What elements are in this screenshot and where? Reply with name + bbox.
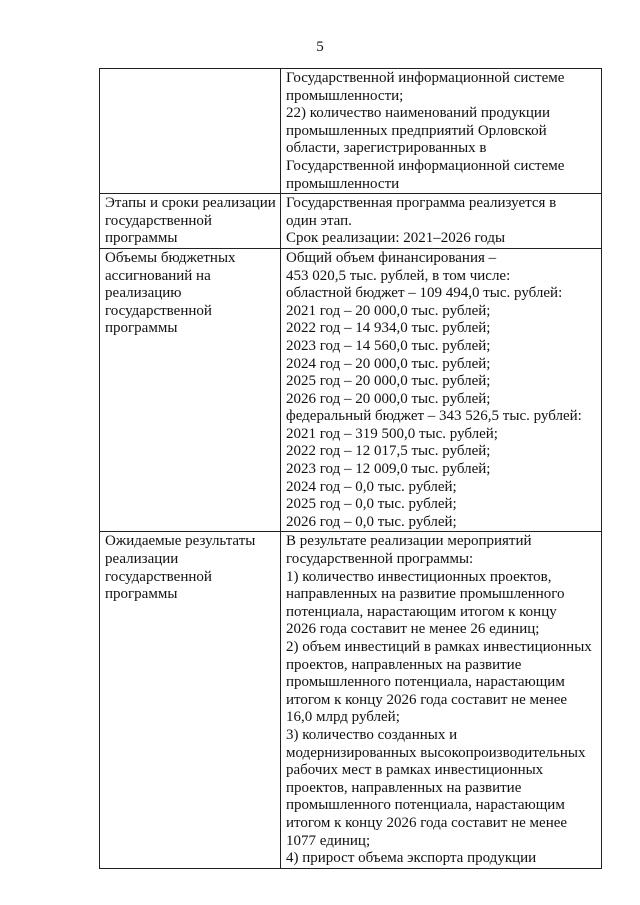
content-line: 2026 года составит не менее 26 единиц; [286, 621, 540, 638]
content-line: Государственная программа реализуется в [286, 195, 557, 212]
content-line: 22) количество наименований продукции [286, 105, 550, 122]
content-line: 1077 единиц; [286, 832, 371, 849]
content-line: 2026 год – 20 000,0 тыс. рублей; [286, 390, 491, 407]
content-line: федеральный бюджет – 343 526,5 тыс. рублей: [286, 408, 582, 425]
content-line: 16,0 млрд рублей; [286, 709, 400, 726]
content-line: 453 020,5 тыс. рублей, в том числе: [286, 267, 511, 284]
content-line: государственной программы: [286, 551, 474, 568]
content-line: областной бюджет – 109 494,0 тыс. рублей: [286, 285, 563, 302]
content-line: промышленного потенциала, нарастающим [286, 674, 565, 691]
content-line: 3) количество созданных и [286, 726, 458, 743]
label-line: программы [105, 586, 178, 603]
content-line: 2024 год – 0,0 тыс. рублей; [286, 478, 457, 495]
content-line: 4) прирост объема экспорта продукции [286, 850, 537, 867]
content-line: модернизированных высокопроизводительных [286, 744, 586, 761]
content-line: области, зарегистрированных в [286, 140, 487, 157]
content-line: 2) объем инвестиций в рамках инвестиционных [286, 639, 592, 655]
content-line: Государственной информационной системе [286, 157, 565, 174]
content-line: Срок реализации: 2021–2026 годы [286, 230, 506, 247]
label-line: государственной [105, 212, 212, 229]
content-line: потенциала, нарастающим итогом к концу [286, 603, 557, 620]
content-line: 2021 год – 319 500,0 тыс. рублей; [286, 425, 498, 442]
content-line: 2024 год – 20 000,0 тыс. рублей; [286, 355, 491, 372]
content-line: Государственной информационной системе [286, 70, 565, 86]
content-line: 2023 год – 14 560,0 тыс. рублей; [286, 337, 491, 354]
content-line: направленных на развитие промышленного [286, 586, 565, 603]
label-line: Объемы бюджетных [105, 249, 236, 266]
content-line: промышленности; [286, 87, 404, 104]
content-line: 2022 год – 12 017,5 тыс. рублей; [286, 443, 491, 460]
row-content-cell [281, 532, 602, 868]
table-row [100, 69, 602, 194]
content-line: итогом к концу 2026 года составит не менее [286, 814, 568, 831]
row-label-cell [100, 248, 281, 532]
label-line: Ожидаемые результаты [105, 533, 256, 550]
content-line: рабочих мест в рамках инвестиционных [286, 762, 544, 779]
content-line: В результате реализации мероприятий [286, 533, 532, 550]
content-line: один этап. [286, 212, 352, 229]
row-content-cell [281, 248, 602, 532]
content-line: 1) количество инвестиционных проектов, [286, 568, 552, 585]
label-line: государственной [105, 568, 212, 585]
table-row [100, 532, 602, 868]
label-line: программы [105, 320, 178, 337]
content-line: промышленных предприятий Орловской [286, 122, 547, 139]
row-content-cell [281, 194, 602, 249]
label-line: государственной [105, 302, 212, 319]
table-row [100, 248, 602, 532]
page-number: 5 [316, 39, 324, 55]
content-line: 2026 год – 0,0 тыс. рублей; [286, 513, 457, 530]
content-line: 2022 год – 14 934,0 тыс. рублей; [286, 320, 491, 337]
label-line: программы [105, 230, 178, 247]
program-passport-table [99, 68, 602, 869]
label-line: реализации [105, 551, 179, 568]
content-line: 2021 год – 20 000,0 тыс. рублей; [286, 302, 491, 319]
content-line: промышленного потенциала, нарастающим [286, 797, 565, 814]
row-label-cell [100, 69, 281, 194]
row-content-cell [281, 69, 602, 194]
row-label-cell [100, 532, 281, 868]
content-line: 2025 год – 20 000,0 тыс. рублей; [286, 373, 491, 390]
content-line: Общий объем финансирования – [286, 249, 497, 266]
content-line: проектов, направленных на развитие [286, 656, 522, 673]
label-line: реализацию [105, 285, 182, 302]
content-line: 2025 год – 0,0 тыс. рублей; [286, 496, 457, 513]
label-line: Этапы и сроки реализации [105, 195, 276, 212]
content-line: 2023 год – 12 009,0 тыс. рублей; [286, 461, 491, 478]
table-row [100, 194, 602, 249]
label-line: ассигнований на [105, 267, 211, 284]
content-line: проектов, направленных на развитие [286, 779, 522, 796]
content-line: промышленности [286, 175, 400, 192]
row-label-cell [100, 194, 281, 249]
content-line: итогом к концу 2026 года составит не менее [286, 691, 568, 708]
